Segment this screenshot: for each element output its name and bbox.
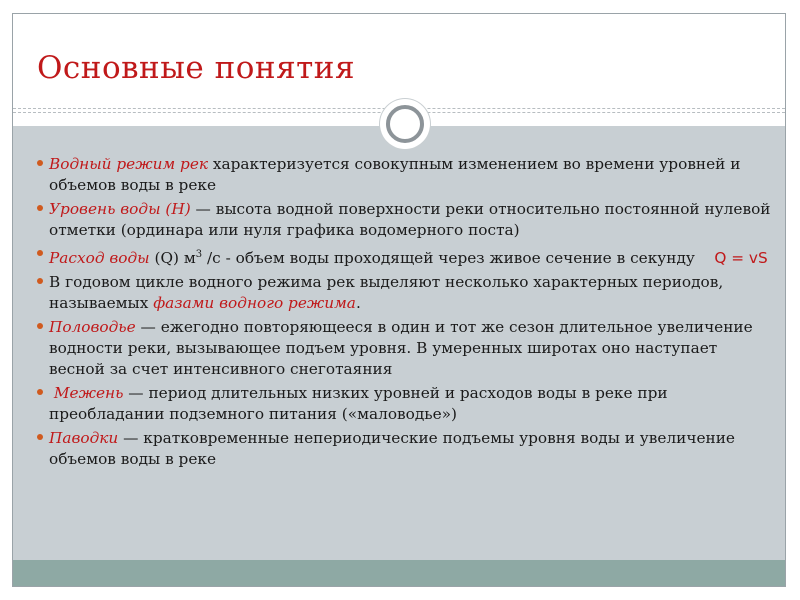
unit: /с — [202, 249, 221, 268]
bullet-dot-icon — [37, 205, 43, 211]
term: Расход воды — [49, 249, 150, 268]
definition: — период длительных низких уровней и расходов воды в реке при преобладании подземного питания («маловодье») — [49, 384, 668, 424]
term: Паводки — [49, 429, 119, 448]
definition: В годовом цикле водного режима рек выделяют несколько характерных периодов, называемых — [49, 273, 724, 313]
footer-bar — [13, 560, 785, 586]
term: фазами водного режима — [153, 294, 356, 313]
list-item — [37, 383, 772, 425]
term: Уровень воды (Н) — [49, 200, 191, 218]
bullet-dot-icon — [37, 389, 43, 395]
circle-ornament-icon — [380, 99, 430, 149]
slide-title: Основные понятия — [37, 50, 355, 86]
definition: — высота водной поверхности реки относительно постоянной нулевой отметки (ординара или нуля графика водомерного поста) — [49, 200, 771, 239]
definition: — кратковременные непериодические подъемы уровня воды и увеличение объемов воды в реке — [49, 429, 735, 469]
bullet-dot-icon — [37, 278, 43, 284]
list-item — [37, 428, 772, 470]
unit-exponent: 3 — [195, 249, 203, 260]
definition: - объем воды проходящей через живое сечение в секунду — [220, 249, 695, 268]
term: Водный режим рек — [49, 155, 209, 173]
quantity-symbol: (Q) м — [149, 249, 196, 268]
definition: — ежегодно повторяющееся в один и тот же сезон длительное увеличение водности реки, вызывающее подъем уровня. В умеренных широтах оно наступает весной за счет интенсивного снеготаяния — [49, 318, 753, 379]
bullet-dot-icon — [37, 434, 43, 440]
list-item — [37, 199, 772, 241]
definition: характеризуется совокупным изменением во времени уровней и объемов воды в реке — [49, 155, 741, 194]
term: Межень — [53, 384, 124, 403]
list-item — [37, 272, 772, 314]
list-item — [37, 154, 772, 196]
slide — [12, 13, 786, 587]
bullet-dot-icon — [37, 323, 43, 329]
bullet-dot-icon — [37, 160, 43, 166]
list-item — [37, 317, 772, 380]
term: Половодье — [49, 318, 136, 337]
punctuation: . — [355, 294, 361, 313]
formula: Q = vS — [714, 249, 768, 268]
bullet-list — [37, 154, 772, 473]
bullet-dot-icon — [37, 250, 43, 256]
list-item — [37, 244, 772, 269]
